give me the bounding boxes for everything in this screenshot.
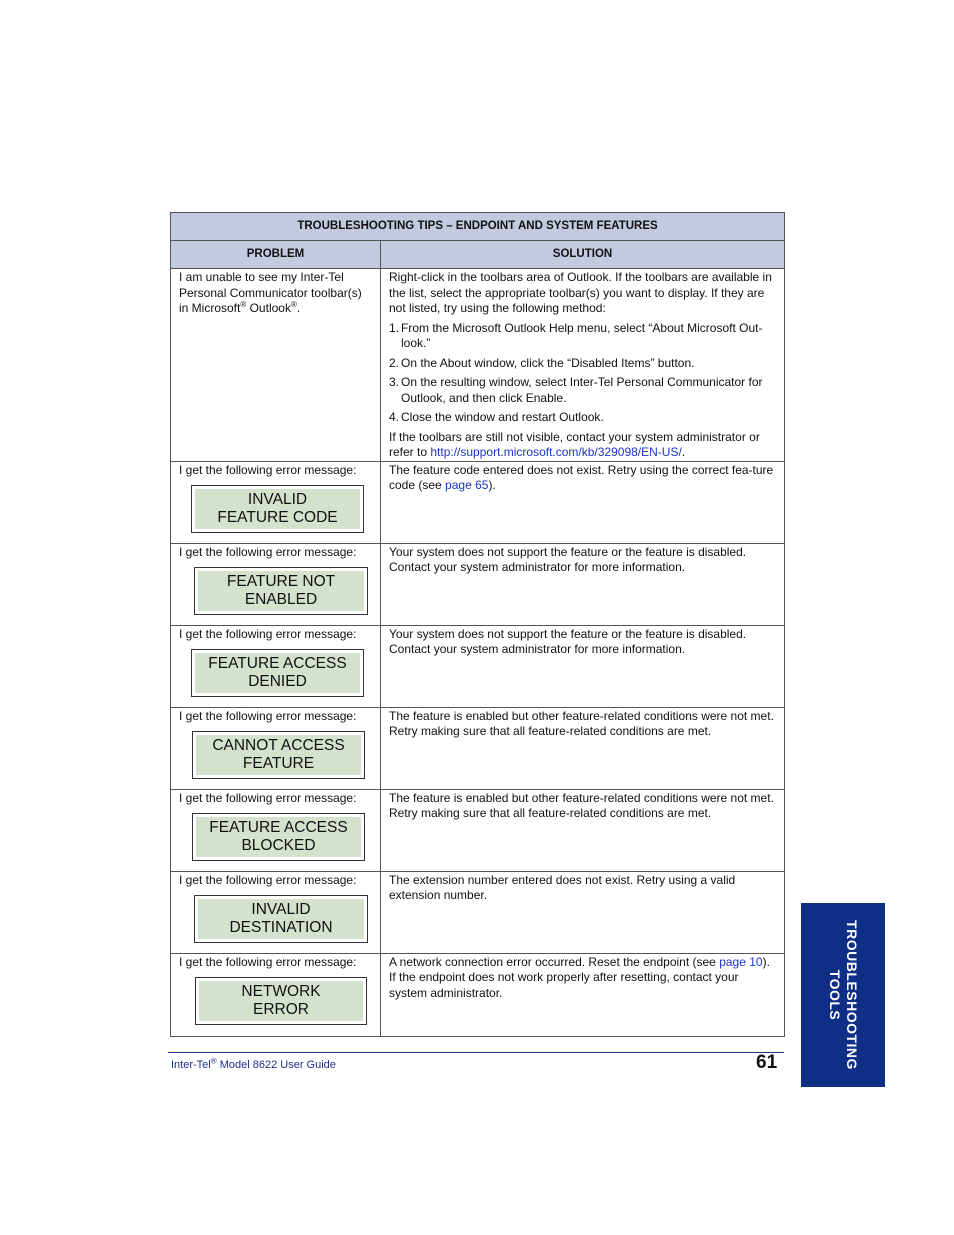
step-number: 1.	[389, 320, 400, 335]
registered-mark: ®	[240, 300, 247, 309]
problem-text	[179, 270, 372, 317]
solution-text: The extension number entered does not exist. Retry using a valid extension number.	[389, 872, 736, 902]
microsoft-support-link[interactable]: http://support.microsoft.com/kb/329098/EN-US/	[430, 445, 682, 459]
solution-cell	[381, 871, 785, 953]
lcd-line: DESTINATION	[229, 919, 333, 936]
step-text: On the resulting window, select Inter-Tel Personal Communicator for Outlook, and then click Enable.	[401, 375, 763, 405]
side-tab-line: TROUBLESHOOTING	[844, 920, 860, 1070]
solution-text-part: The feature code entered does not exist. Retry using the correct fea-ture code (see	[389, 462, 774, 492]
page-10-link[interactable]: page 10	[719, 954, 763, 969]
registered-mark: ®	[210, 1056, 217, 1066]
lcd-screen	[195, 653, 360, 693]
lcd-screen	[198, 571, 364, 611]
solution-cell	[381, 953, 785, 1036]
problem-text-part: .	[296, 301, 301, 315]
lcd-screen	[195, 489, 360, 529]
outro-text: If the toolbars are still not visible, contact your system administrator or refer to	[389, 429, 760, 459]
table-row	[171, 269, 785, 462]
lcd-line: BLOCKED	[241, 837, 316, 854]
table-row	[171, 461, 785, 543]
solution-cell	[381, 707, 785, 789]
lcd-display	[191, 649, 364, 697]
solution-text-part: A network connection error occurred. Reset the endpoint (see	[389, 954, 720, 969]
solution-cell	[381, 543, 785, 625]
lcd-screen	[196, 817, 361, 857]
column-header-solution: SOLUTION	[381, 241, 785, 269]
solution-intro: Right-click in the toolbars area of Outlook. If the toolbars are available in the list, select the appropriate toolbar(s) you want to display. If they are not listed, try using the following method:	[389, 270, 772, 315]
lcd-line: ENABLED	[244, 591, 318, 608]
error-label: I get the following error message:	[179, 708, 357, 723]
error-label: I get the following error message:	[179, 462, 357, 477]
outro-text: .	[681, 445, 686, 459]
problem-cell	[171, 461, 381, 543]
error-label: I get the following error message:	[179, 872, 357, 887]
lcd-display	[192, 731, 365, 779]
problem-cell	[171, 625, 381, 707]
lcd-line: NETWORK	[241, 983, 321, 1000]
lcd-line: FEATURE	[242, 755, 315, 772]
problem-cell	[171, 789, 381, 871]
table-row	[171, 625, 785, 707]
step-text: On the About window, click the “Disabled Items” button.	[401, 355, 695, 370]
problem-cell	[171, 707, 381, 789]
solution-text: Your system does not support the feature or the feature is disabled. Contact your system administrator for more information.	[389, 544, 747, 574]
problem-cell	[171, 953, 381, 1036]
solution-text-part: ). If the endpoint does not work properly after resetting, contact your system administrator.	[389, 954, 770, 1000]
problem-cell	[171, 543, 381, 625]
table-row	[171, 871, 785, 953]
side-tab-line: TOOLS	[827, 969, 843, 1021]
solution-cell	[381, 461, 785, 543]
side-tab-label	[826, 920, 860, 1070]
solution-cell	[381, 269, 785, 462]
error-label: I get the following error message:	[179, 544, 357, 559]
footer-brand: Inter-Tel	[171, 1059, 211, 1071]
table-row	[171, 543, 785, 625]
footer-guide-title	[171, 1056, 336, 1071]
solution-cell	[381, 625, 785, 707]
error-label: I get the following error message:	[179, 626, 357, 641]
lcd-screen	[199, 981, 363, 1021]
step-number: 4.	[389, 410, 400, 424]
problem-text-part: I am unable to see my Inter-Tel Personal Communicator toolbar(s) in Microsoft	[179, 270, 362, 315]
lcd-line: FEATURE ACCESS	[208, 655, 347, 672]
solution-steps	[389, 321, 776, 426]
problem-text-part: Outlook	[246, 301, 291, 315]
solution-cell	[381, 789, 785, 871]
lcd-line: DENIED	[248, 673, 307, 690]
list-item	[389, 375, 776, 406]
lcd-line: FEATURE NOT	[226, 573, 336, 590]
list-item	[389, 410, 776, 426]
table-row	[171, 707, 785, 789]
problem-cell	[171, 871, 381, 953]
lcd-line: ERROR	[253, 1001, 309, 1018]
page-65-link[interactable]: page 65	[445, 478, 489, 492]
table-title: TROUBLESHOOTING TIPS – ENDPOINT AND SYSTEM FEATURES	[171, 213, 785, 241]
solution-text	[389, 955, 776, 1002]
lcd-screen	[196, 735, 361, 775]
list-item	[389, 321, 776, 352]
solution-text	[389, 463, 776, 494]
solution-text: The feature is enabled but other feature-related conditions were not met. Retry making sure that all feature-related conditions are met.	[389, 708, 774, 738]
footer-divider	[168, 1052, 784, 1053]
step-text: From the Microsoft Outlook Help menu, select “About Microsoft Out-look.”	[401, 320, 763, 350]
registered-mark: ®	[290, 300, 297, 309]
lcd-line: INVALID	[247, 491, 308, 508]
solution-text-part: ).	[488, 478, 496, 492]
list-item	[389, 356, 776, 372]
step-number: 3.	[389, 375, 400, 389]
lcd-line: FEATURE CODE	[217, 509, 338, 526]
section-side-tab	[801, 903, 885, 1087]
table-row	[171, 789, 785, 871]
lcd-display	[194, 895, 368, 943]
column-header-problem: PROBLEM	[171, 241, 381, 269]
table-row	[171, 953, 785, 1036]
page-number: 61	[756, 1052, 778, 1073]
lcd-line: INVALID	[251, 901, 311, 918]
step-number: 2.	[389, 355, 400, 370]
lcd-display	[195, 977, 367, 1025]
troubleshooting-table	[170, 212, 785, 1037]
footer-guide-name: Model 8622 User Guide	[216, 1059, 336, 1071]
lcd-display	[194, 567, 368, 615]
error-label: I get the following error message:	[179, 790, 357, 805]
solution-outro	[389, 430, 776, 461]
lcd-screen	[198, 899, 364, 939]
lcd-line: FEATURE ACCESS	[209, 819, 348, 836]
lcd-line: CANNOT ACCESS	[212, 737, 345, 754]
error-label: I get the following error message:	[179, 954, 357, 969]
lcd-display	[191, 485, 364, 533]
lcd-display	[192, 813, 365, 861]
problem-cell	[171, 269, 381, 462]
solution-text: The feature is enabled but other feature-related conditions were not met. Retry making sure that all feature-related conditions are met.	[389, 790, 774, 820]
solution-text: Your system does not support the feature or the feature is disabled. Contact your system administrator for more information.	[389, 626, 747, 656]
step-text: Close the window and restart Outlook.	[401, 410, 604, 424]
